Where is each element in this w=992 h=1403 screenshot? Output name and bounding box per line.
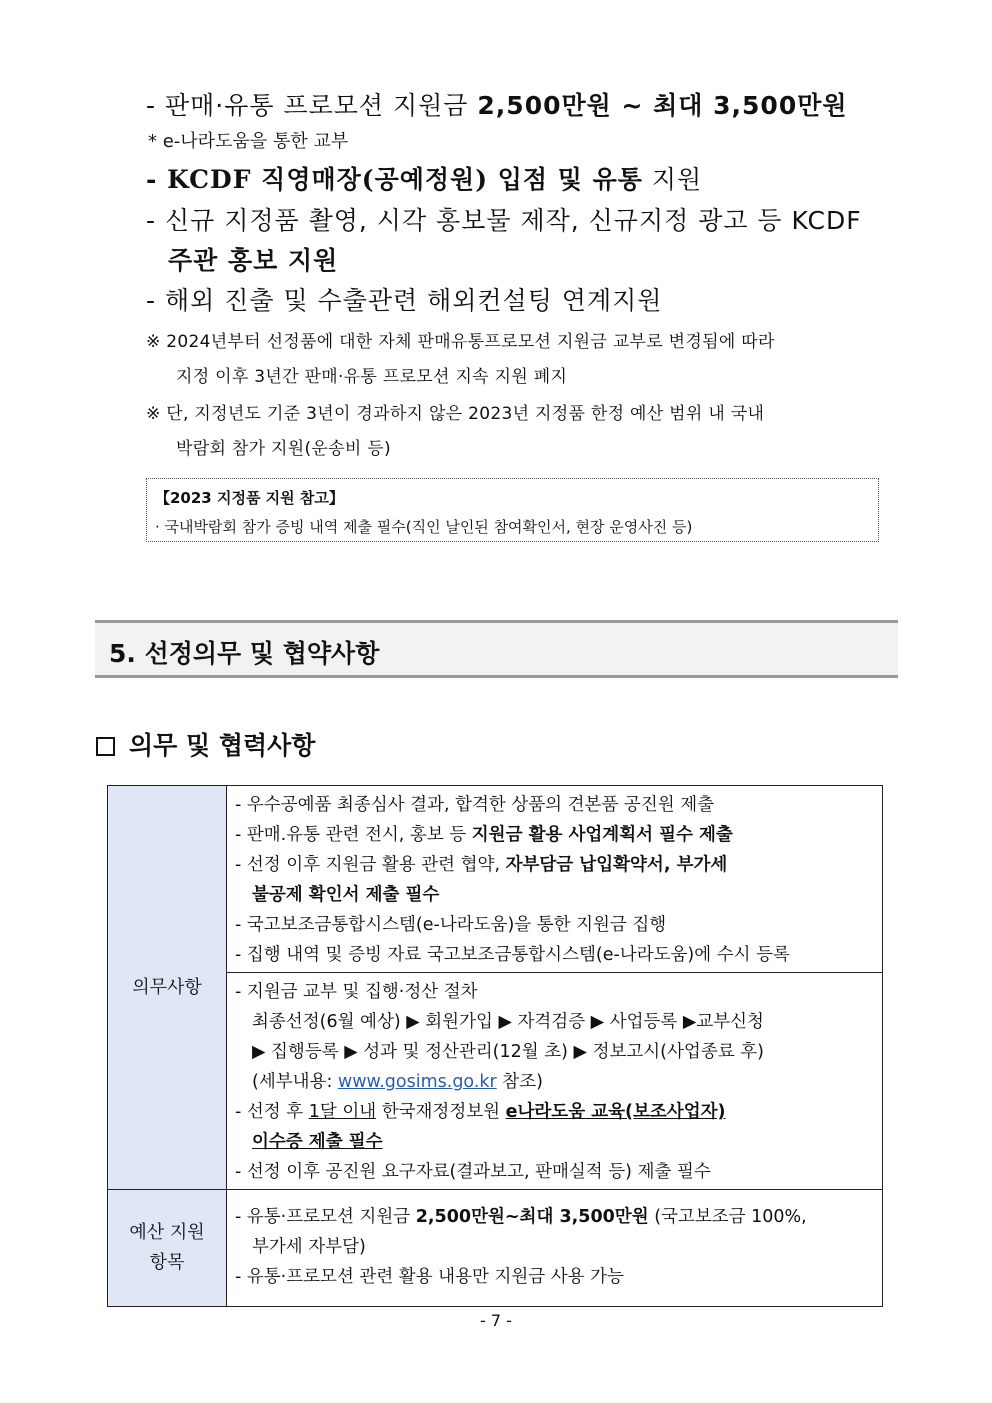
section-header (95, 620, 898, 678)
item-text: (세부내용: (252, 1072, 338, 1092)
item-bold-underline-text: e나라도움 교육(보조사업자) (505, 1102, 726, 1122)
item-text: - 선정 후 (235, 1102, 309, 1122)
list-item: - 지원금 교부 및 집행·정산 절차 (235, 982, 478, 1002)
duty-cell-procedure (227, 973, 883, 1190)
bullet-kcdf-store (146, 160, 702, 196)
reference-box-text: · 국내박람회 참가 증빙 내역 제출 필수(직인 날인된 참여확인서, 현장 운영사진 등) (155, 518, 693, 536)
note-e-narado: * e-나라도움을 통한 교부 (148, 131, 349, 152)
bullet-promo-support-cont: 주관 홍보 지원 (168, 246, 339, 275)
list-item (235, 1202, 874, 1232)
label-duty: 의무사항 (108, 786, 227, 1190)
label-budget-line1: 예산 지원 (129, 1222, 205, 1243)
subheading-text: 의무 및 협력사항 (129, 731, 316, 760)
list-item: - 유통·프로모션 관련 활용 내용만 지원금 사용 가능 (235, 1267, 624, 1287)
bullet-text: 지원 (642, 165, 703, 194)
item-text: (국고보조금 100%, (648, 1207, 807, 1227)
item-text: 참조) (496, 1072, 543, 1092)
bullet-promotion-grant (146, 86, 848, 122)
bullet-overseas: - 해외 진출 및 수출관련 해외컨설팅 연계지원 (146, 286, 663, 315)
item-bold-text: 지원금 활용 사업계획서 필수 제출 (471, 825, 733, 845)
list-item: - 집행 내역 및 증빙 자료 국고보조금통합시스템(e-나라도움)에 수시 등록 (235, 945, 790, 965)
gosims-link[interactable]: www.gosims.go.kr (337, 1072, 497, 1092)
item-underline-text: 1달 이내 (308, 1102, 377, 1122)
list-item (235, 820, 874, 850)
duty-cell-submissions (227, 786, 883, 973)
procedure-flow: 최종선정(6월 예상) ▶ 회원가입 ▶ 자격검증 ▶ 사업등록 ▶교부신청 (252, 1012, 764, 1032)
item-text: - 유통·프로모션 지원금 (235, 1207, 416, 1227)
item-bold-text: 2,500만원~최대 3,500만원 (415, 1207, 649, 1227)
note-2024-change-cont: 지정 이후 3년간 판매·유통 프로모션 지속 지원 폐지 (176, 367, 568, 387)
list-item-cont (235, 1127, 874, 1157)
obligations-table (107, 785, 883, 1307)
item-text: 한국재정정보원 (376, 1102, 506, 1122)
page-number: - 7 - (480, 1311, 512, 1330)
list-item-cont: 부가세 자부담) (252, 1237, 366, 1257)
list-item-cont: 불공제 확인서 제출 필수 (252, 885, 440, 905)
note-2023-exception: ※ 단, 지정년도 기준 3년이 경과하지 않은 2023년 지정품 한정 예산 범위 내 국내 (146, 404, 765, 424)
label-budget-line2: 항목 (149, 1252, 185, 1273)
note-2023-exception-cont: 박람회 참가 지원(운송비 등) (176, 439, 391, 459)
reference-box-title: 【2023 지정품 지원 참고】 (155, 489, 344, 507)
subheading (96, 726, 315, 762)
checkbox-square-icon (96, 737, 115, 756)
bullet-bold-text: - KCDF 직영매장(공예정원) 입점 및 유통 (146, 165, 643, 194)
bullet-text: - 판매·유통 프로모션 지원금 (146, 91, 478, 120)
table-row (108, 1190, 883, 1307)
table-row (108, 786, 883, 973)
note-2024-change: ※ 2024년부터 선정품에 대한 자체 판매유통프로모션 지원금 교부로 변경됨에 따라 (146, 332, 775, 352)
reference-box (146, 478, 879, 542)
item-bold-underline-text: 이수증 제출 필수 (252, 1132, 383, 1152)
budget-cell (227, 1190, 883, 1307)
bullet-bold-amount: 2,500만원 ~ 최대 3,500만원 (477, 91, 848, 120)
list-item: - 선정 이후 공진원 요구자료(결과보고, 판매실적 등) 제출 필수 (235, 1162, 711, 1182)
bullet-promo-support: - 신규 지정품 촬영, 시각 홍보물 제작, 신규지정 광고 등 KCDF (146, 206, 862, 235)
section-title: 5. 선정의무 및 협약사항 (109, 639, 380, 668)
list-item (235, 1097, 874, 1127)
list-item (235, 850, 874, 880)
item-bold-text: 자부담금 납입확약서, 부가세 (505, 855, 728, 875)
list-item: - 국고보조금통합시스템(e-나라도움)을 통한 지원금 집행 (235, 915, 667, 935)
list-item: - 우수공예품 최종심사 결과, 합격한 상품의 견본품 공진원 제출 (235, 795, 715, 815)
item-text: - 선정 이후 지원금 활용 관련 협약, (235, 855, 506, 875)
detail-reference (235, 1067, 874, 1097)
label-budget (108, 1190, 227, 1307)
item-text: - 판매.유통 관련 전시, 홍보 등 (235, 825, 472, 845)
procedure-flow-cont: ▶ 집행등록 ▶ 성과 및 정산관리(12월 초) ▶ 정보고시(사업종료 후) (252, 1042, 764, 1062)
